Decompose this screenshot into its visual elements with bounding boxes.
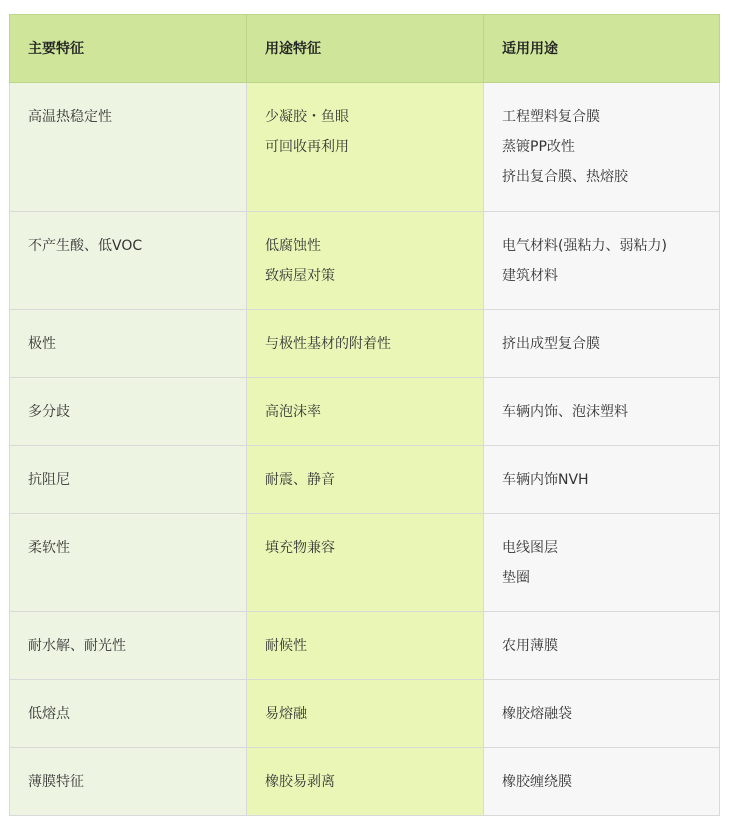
- feature-cell: [10, 212, 247, 310]
- feature-table: [9, 14, 720, 816]
- cell-text-line: 不产生酸、低VOC: [28, 238, 143, 254]
- header-usage-feature: 用途特征: [247, 15, 484, 83]
- header-main-feature: 主要特征: [10, 15, 247, 83]
- feature-cell: [10, 612, 247, 680]
- cell-text-line: 柔软性: [28, 540, 70, 556]
- usage-cell: [247, 446, 484, 514]
- table-row: [10, 378, 720, 446]
- table-row: [10, 612, 720, 680]
- application-cell: [484, 748, 720, 816]
- feature-cell: [10, 514, 247, 612]
- header-row: [10, 15, 720, 83]
- table-row: [10, 212, 720, 310]
- usage-cell: [247, 310, 484, 378]
- cell-text-line: 高温热稳定性: [28, 109, 112, 125]
- cell-text-line: 电气材料(强粘力、弱粘力): [502, 238, 667, 254]
- header-application: 适用用途: [484, 15, 720, 83]
- cell-text-line: 农用薄膜: [502, 638, 558, 654]
- cell-text-line: 填充物兼容: [265, 540, 335, 556]
- cell-text-line: 垫圈: [502, 570, 530, 586]
- cell-text-line: 抗阻尼: [28, 472, 70, 488]
- cell-text-line: 蒸镀PP改性: [502, 139, 575, 155]
- cell-text-line: 耐水解、耐光性: [28, 638, 126, 654]
- application-cell: [484, 446, 720, 514]
- cell-text-line: 橡胶易剥离: [265, 774, 335, 790]
- table-body: [10, 83, 720, 816]
- table-row: [10, 310, 720, 378]
- cell-text-line: 车辆内饰NVH: [502, 472, 589, 488]
- cell-text-line: 橡胶熔融袋: [502, 706, 572, 722]
- usage-cell: [247, 748, 484, 816]
- cell-text-line: 极性: [28, 336, 56, 352]
- usage-cell: [247, 514, 484, 612]
- feature-cell: [10, 310, 247, 378]
- cell-text-line: 橡胶缠绕膜: [502, 774, 572, 790]
- cell-text-line: 工程塑料复合膜: [502, 109, 600, 125]
- usage-cell: [247, 612, 484, 680]
- application-cell: [484, 310, 720, 378]
- cell-text-line: 致病屋对策: [265, 268, 335, 284]
- cell-text-line: 与极性基材的附着性: [265, 336, 391, 352]
- table-row: [10, 748, 720, 816]
- application-cell: [484, 378, 720, 446]
- usage-cell: [247, 680, 484, 748]
- application-cell: [484, 680, 720, 748]
- cell-text-line: 薄膜特征: [28, 774, 84, 790]
- application-cell: [484, 212, 720, 310]
- table-row: [10, 514, 720, 612]
- usage-cell: [247, 83, 484, 212]
- cell-text-line: 车辆内饰、泡沫塑料: [502, 404, 628, 420]
- cell-text-line: 多分歧: [28, 404, 70, 420]
- cell-text-line: 建筑材料: [502, 268, 558, 284]
- feature-cell: [10, 748, 247, 816]
- application-cell: [484, 612, 720, 680]
- cell-text-line: 挤出复合膜、热熔胶: [502, 169, 628, 185]
- table-row: [10, 680, 720, 748]
- feature-table-container: [9, 14, 719, 816]
- application-cell: [484, 83, 720, 212]
- table-row: [10, 446, 720, 514]
- usage-cell: [247, 212, 484, 310]
- cell-text-line: 耐候性: [265, 638, 307, 654]
- cell-text-line: 耐震、静音: [265, 472, 335, 488]
- feature-cell: [10, 378, 247, 446]
- application-cell: [484, 514, 720, 612]
- feature-cell: [10, 680, 247, 748]
- cell-text-line: 低腐蚀性: [265, 238, 321, 254]
- cell-text-line: 少凝胶・鱼眼: [265, 109, 349, 125]
- cell-text-line: 电线图层: [502, 540, 558, 556]
- cell-text-line: 低熔点: [28, 706, 70, 722]
- usage-cell: [247, 378, 484, 446]
- table-row: [10, 83, 720, 212]
- cell-text-line: 可回收再利用: [265, 139, 349, 155]
- cell-text-line: 高泡沫率: [265, 404, 321, 420]
- cell-text-line: 易熔融: [265, 706, 307, 722]
- cell-text-line: 挤出成型复合膜: [502, 336, 600, 352]
- feature-cell: [10, 446, 247, 514]
- feature-cell: [10, 83, 247, 212]
